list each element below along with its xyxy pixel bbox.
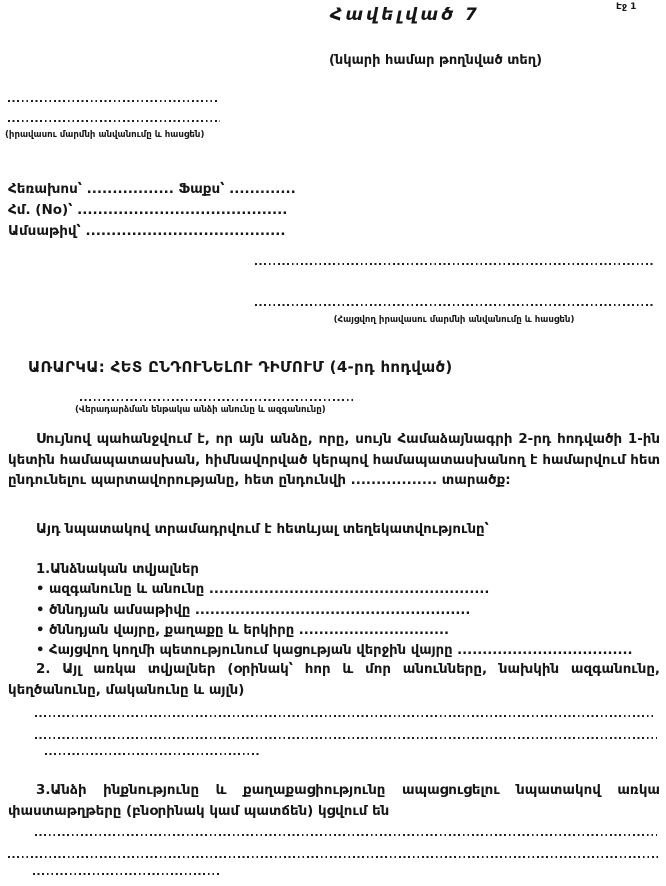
documents-blank-line-3 [33, 872, 221, 875]
returnee-caption: (Վերադարձման ենթակա անձի անունը և ազգանունը) [75, 405, 326, 415]
subject-heading: ԱՌԱՐԿԱ: ՀԵՏ ԸՆԴՈՒՆԵԼՈՒ ԴԻՄՈՒՄ (4-րդ հոդված) [28, 358, 453, 376]
date-line: Ամսաթիվ՝ ....................................... [8, 223, 286, 239]
other-data-blank-line-2 [35, 736, 657, 739]
personal-data-item-surname: • ազգանունը և անունը ........................................................ [36, 580, 660, 600]
documents-blank-line-1 [35, 833, 657, 836]
phone-fax-line: Հեռախոս՝ ................. Ֆաքս՝ ............. [8, 181, 296, 197]
personal-data-item-birthplace: • ծննդյան վայրը, քաղաքը և երկիրը .............................. [36, 621, 660, 641]
personal-data-item-last-residence: • Հայցվող կողմի պետությունում կացության վերջին վայրը ................................... [36, 641, 660, 661]
requested-authority-blank-line-1 [255, 262, 653, 265]
returnee-name-blank-line [80, 398, 356, 401]
issuing-authority-blank-line-2 [8, 119, 220, 122]
personal-data-list [36, 560, 660, 661]
other-data-blank-line-3 [45, 752, 260, 755]
other-data-paragraph: 2. Այլ առկա տվյալներ (օրինակ՝ հոր և մոր անունները, նախկին ազգանունը, կեղծանունը, մականունը և այլն) [8, 662, 660, 698]
issuing-authority-blank-line-1 [8, 99, 218, 102]
intro-paragraph: Սույնով պահանջվում է, որ այն անձը, որը, սույն Համաձայնագրի 2-րդ հոդվածի 1-ին կետին համապատասխան, հիմնավորված կերպով համապատասխանող է համարվում հետ ընդունելու պարտավորությանը, հետ ընդունվի ................. տարածք: [8, 432, 660, 488]
other-data-blank-line-1 [35, 714, 655, 717]
reference-number-line: Հմ. (No)՝ ......................................... [8, 202, 288, 218]
photo-placeholder-note: (նկարի համար թողնված տեղ) [328, 53, 543, 68]
appendix-label: Հավելված 7 [330, 5, 480, 25]
page-number: Էջ 1 [616, 2, 637, 12]
personal-data-title: 1.Անձնական տվյալներ [36, 562, 199, 577]
contact-block [8, 179, 296, 242]
info-intro: Այդ նպատակով տրամադրվում է հետևյալ տեղեկատվությունը՝ [36, 522, 489, 537]
requested-authority-blank-line-2 [255, 303, 653, 306]
documents-blank-line-2 [8, 855, 658, 858]
documents-paragraph: 3.Անձի ինքնությունը և քաղաքացիությունը ապացուցելու նպատակով առկա փաստաթղթերը (բնօրինակ կամ պատճեն) կցվում են [8, 783, 660, 819]
personal-data-item-birthdate: • ծննդյան ամսաթիվը ....................................................... [36, 601, 660, 621]
requested-authority-caption: (Հայցվող իրավասու մարմնի անվանումը և հասցեն) [333, 315, 575, 325]
issuing-authority-caption: (իրավասու մարմնի անվանումը և հասցեն) [5, 130, 205, 140]
